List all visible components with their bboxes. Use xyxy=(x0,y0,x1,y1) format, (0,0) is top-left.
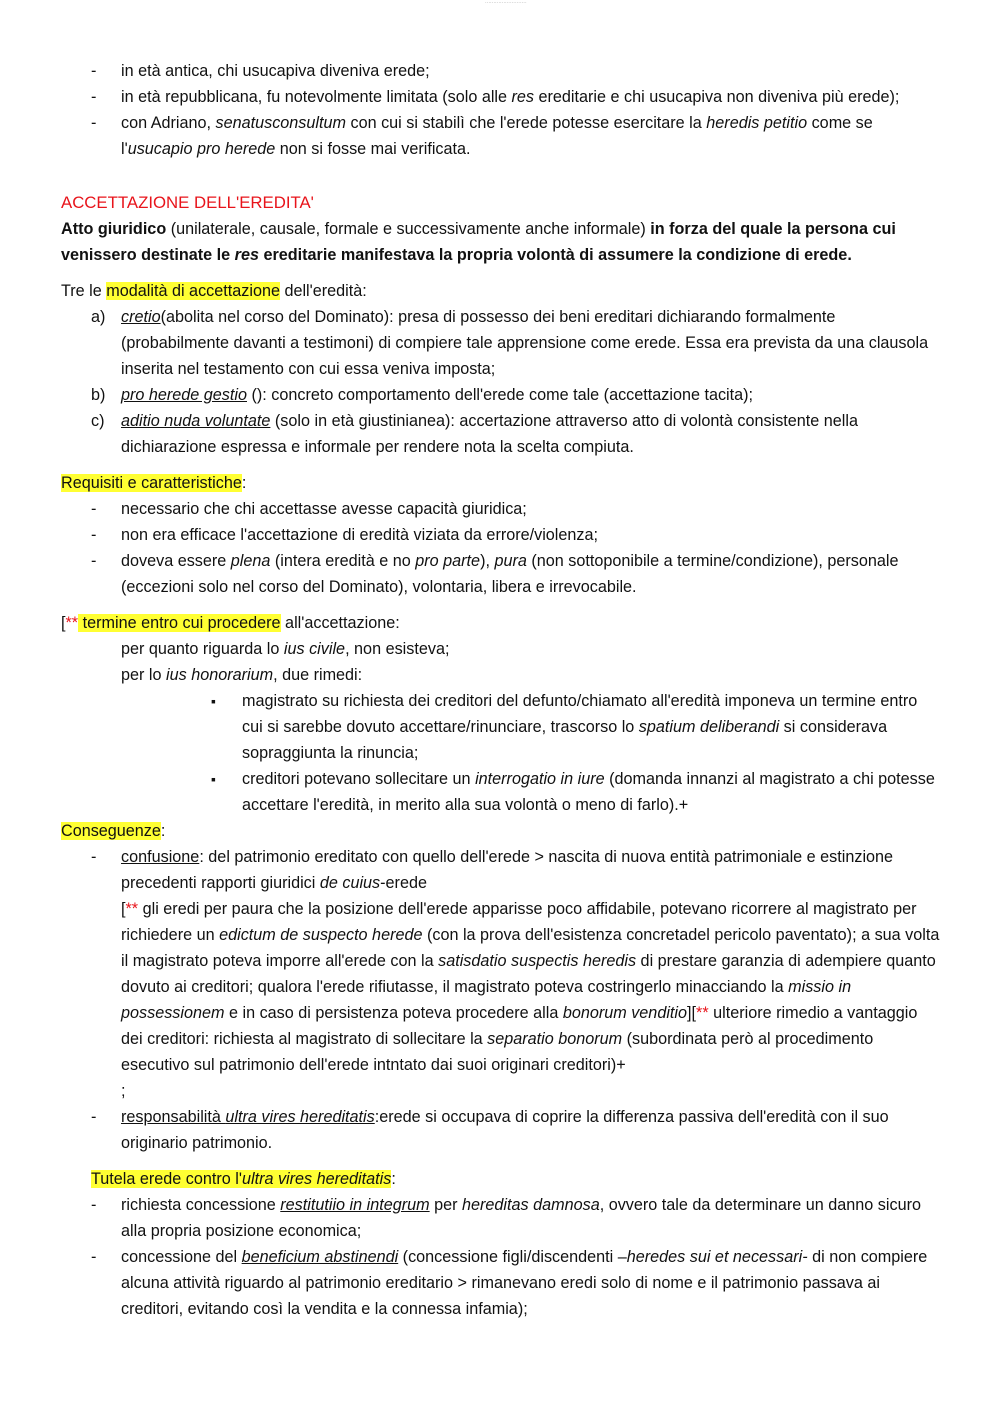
section-title: ACCETTAZIONE DELL'EREDITA' xyxy=(61,193,314,212)
requisiti-heading: Requisiti e caratteristiche: xyxy=(61,474,247,492)
list-item: ▪ magistrato su richiesta dei creditori del defunto/chiamato all'eredità imponeva un termine entro cui si sarebbe dovuto accettare/rinunciare, trascorso lo spatium deliberandi si considerava sopraggiunta la rinuncia; xyxy=(61,688,941,766)
list-item: - concessione del beneficium abstinendi (concessione figli/discendenti –heredes sui et necessari- di non compiere alcuna attività riguardo al patrimonio ereditario > rimanevano eredi solo di nome e il patrimonio passava ai creditori, evitando così la vendita e la connessa infamia); xyxy=(61,1244,941,1322)
document-body xyxy=(61,58,941,1322)
modalita-heading: Tre le modalità di accettazione dell'eredità: xyxy=(61,282,367,300)
termine-heading: [** termine entro cui procedere all'accettazione: xyxy=(61,614,400,632)
list-item: c) aditio nuda voluntate (solo in età giustinianea): accertazione attraverso atto di volontà consistente nella dichiarazione espressa e informale per rendere nota la scelta compiuta. xyxy=(91,412,858,456)
list-item: - non era efficace l'accettazione di eredità viziata da errore/violenza; xyxy=(61,522,941,548)
list-item: - con Adriano, senatusconsultum con cui si stabilì che l'erede potesse esercitare la heredis petitio come se l'usucapio pro herede non si fosse mai verificata. xyxy=(61,110,941,162)
definition-paragraph: Atto giuridico (unilaterale, causale, formale e successivamente anche informale) in forza del quale la persona cui venissero destinate le res ereditarie manifestava la propria volontà di assumere la condizione di erede. xyxy=(61,220,896,264)
list-item: a) cretio(abolita nel corso del Dominato): presa di possesso dei beni ereditari dichiarando formalmente (probabilmente davanti a testimoni) di compiere tale apprensione come erede. Essa era prevista da una clausola inserita nel testamento con cui essa veniva imposta; xyxy=(91,308,929,378)
list-item: b) pro herede gestio (): concreto comportamento dell'erede come tale (accettazione tacita); xyxy=(91,386,754,404)
tutela-heading: Tutela erede contro l'ultra vires hereditatis: xyxy=(91,1170,396,1188)
list-item: - doveva essere plena (intera eredità e no pro parte), pura (non sottoponibile a termine/condizione), personale (eccezioni solo nel corso del Dominato), volontaria, libera e irrevocabile. xyxy=(61,548,941,600)
list-item: - responsabilità ultra vires hereditatis:erede si occupava di coprire la differenza passiva dell'eredità con il suo originario patrimonio. xyxy=(61,1104,941,1156)
list-item: - in età antica, chi usucapiva diveniva erede; xyxy=(61,58,941,84)
conseguenze-heading: Conseguenze: xyxy=(61,822,166,840)
note-end: ; xyxy=(121,1082,126,1100)
note-paragraph: [** gli eredi per paura che la posizione dell'erede apparisse poco affidabile, potevano ricorrere al magistrato per richiedere un edictum de suspecto herede (con la prova dell'esistenza concretadel pericolo paventato); a sua volta il magistrato poteva imporre all'erede con la satisdatio suspectis heredis di prestare garanzia di adempiere quanto dovuto ai creditori; qualora l'erede rifiutasse, il magistrato poteva costringerlo minacciando la missio in possessionem e in caso di persistenza poteva procedere alla bonorum venditio][** ulteriore rimedio a vantaggio dei creditori: richiesta al magistrato di sollecitare la separatio bonorum (subordinata però al procedimento esecutivo sul patrimonio dell'erede intntato dai suoi originari creditori)+ xyxy=(121,900,940,1074)
list-item: ▪ creditori potevano sollecitare un interrogatio in iure (domanda innanzi al magistrato a chi potesse accettare l'eredità, in merito alla sua volontà o meno di farlo).+ xyxy=(61,766,941,818)
termine-line: per lo ius honorarium, due rimedi: xyxy=(121,666,363,684)
termine-line: per quanto riguarda lo ius civile, non esisteva; xyxy=(121,640,450,658)
list-item: - necessario che chi accettasse avesse capacità giuridica; xyxy=(61,496,941,522)
list-item: - confusione: del patrimonio ereditato con quello dell'erede > nascita di nuova entità patrimoniale e estinzione precedenti rapporti giuridici de cuius-erede xyxy=(61,844,941,896)
usucapio-list xyxy=(61,58,941,162)
header-mark: ························· xyxy=(485,0,527,6)
list-item: - richiesta concessione restitutiio in integrum per hereditas damnosa, ovvero tale da determinare un danno sicuro alla propria posizione economica; xyxy=(61,1192,941,1244)
list-item: - in età repubblicana, fu notevolmente limitata (solo alle res ereditarie e chi usucapiva non diveniva più erede); xyxy=(61,84,941,110)
